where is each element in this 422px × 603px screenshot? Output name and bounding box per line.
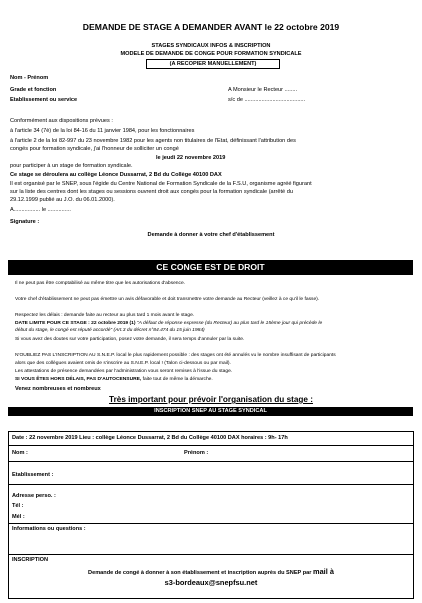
inscription-heading: INSCRIPTION <box>12 557 49 563</box>
subtitle-modele: MODELE DE DEMANDE DE CONGE POUR FORMATION SYNDICALE <box>120 51 302 57</box>
grade-label: Grade et fonction <box>10 87 57 93</box>
body-line-2: à l'article 34 (7è) de la loi 84-16 du 11 janvier 1984, pour les fonctionnaires <box>10 128 195 134</box>
signature-label: Signature : <box>10 219 40 225</box>
recopier-note-box <box>146 59 280 69</box>
adresse-field-label: Adresse perso. : <box>12 493 56 499</box>
nom-field-label: Nom : <box>12 450 28 456</box>
date-limite-label: DATE LIMITE POUR CE STAGE : 22 octobre 2019 (1) <box>15 321 136 326</box>
infos-field-label: Informations ou questions : <box>12 526 86 532</box>
subtitle-stages: STAGES SYNDICAUX INFOS & INSCRIPTION <box>151 43 271 49</box>
venez-nombreux: Venez nombreuses et nombreux <box>15 386 101 392</box>
hors-delais-text: faite tout de même la démarche. <box>141 377 213 382</box>
body-line-lieu: Ce stage se déroulera au collège Léonce Dussarrat, 2 Bd du Collège 40100 DAX <box>10 172 222 178</box>
body-line-10: 29.12.1999 publié au J.O. du 06.01.2000). <box>10 197 115 203</box>
form-divider <box>9 484 413 485</box>
inscription-instruction <box>9 567 413 576</box>
body-line-1: Conformément aux dispositions prévues : <box>10 118 113 124</box>
droit-p4 <box>15 321 322 326</box>
decret-quote-1: "A défaut de réponse expresse (du Recteur) au plus tard le 15ème jour qui précède le <box>136 321 323 326</box>
chef-etablissement-note: Demande à donner à votre chef d'établissement <box>147 232 275 238</box>
body-line-3: à l'article 2 de la loi 82-997 du 23 novembre 1982 pour les agents non titulaires de l'Etat, définissant l'attribution des <box>10 138 296 144</box>
body-line-6: pour participer à un stage de formation syndicale. <box>10 163 133 169</box>
inscription-instruction-text: Demande de congé à donner à son établissement et inscription auprès du SNEP par <box>88 570 313 576</box>
droit-banner: CE CONGE EST DE DROIT <box>8 260 413 275</box>
form-divider <box>9 461 413 462</box>
droit-p5: Si vous avez des doutes sur votre participation, posez votre demande, il sera temps d'annuler par la suite. <box>15 337 245 342</box>
droit-p2: Votre chef d'établissement ne peut pas émettre un avis défavorable et doit transmettre votre demande au Recteur (veillez à ce qu'il le fasse). <box>15 297 320 302</box>
inscription-form <box>8 431 414 599</box>
mail-a-text: mail à <box>313 567 334 576</box>
recipient-recteur: A Monsieur le Recteur ........ <box>228 87 298 93</box>
droit-p8: Les attestations de présence demandées par l'administration vous seront remises à l'issue du stage. <box>15 369 233 374</box>
prenom-field-label: Prénom : <box>184 450 209 456</box>
recopier-note: (A RECOPIER MANUELLEMENT) <box>169 61 257 67</box>
inscription-banner: INSCRIPTION SNEP AU STAGE SYNDICAL <box>8 407 413 416</box>
hors-delais-label: SI VOUS ÊTES HORS DÉLAIS, PAS D'AUTOCENSURE, <box>15 377 142 382</box>
contact-email: s3-bordeaux@snepfsu.net <box>164 578 258 587</box>
form-divider <box>9 445 413 446</box>
droit-p1: Il ne peut pas être comptabilisé au même titre que les autorisations d'absence. <box>15 281 186 286</box>
stage-date-lieu: Date : 22 novembre 2019 Lieu : collège Léonce Dussarrat, 2 Bd du Collège 40100 DAX horaires : 9h- 17h <box>12 435 288 441</box>
droit-p9 <box>15 377 213 382</box>
form-divider <box>9 523 413 524</box>
name-label: Nom - Prénom <box>10 75 49 81</box>
etablissement-label: Etablissement ou service <box>10 97 78 103</box>
place-date-line: A................. le ............... <box>10 207 71 213</box>
important-heading: Très important pour prévoir l'organisation du stage : <box>109 395 313 404</box>
body-line-date: le jeudi 22 novembre 2019 <box>156 155 226 161</box>
body-line-4: congés pour formation syndicale, j'ai l'honneur de solliciter un congé <box>10 146 179 152</box>
mel-field-label: Mél : <box>12 514 25 520</box>
tel-field-label: Tél : <box>12 503 24 509</box>
recipient-sc: s/c de ....................................... <box>228 97 306 103</box>
decret-quote-2: début du stage, le congé est réputé accordé" (Art.3 du décret n°84.474 du 15 juin 1984) <box>15 328 205 333</box>
body-line-8: Il est organisé par le SNEP, sous l'égide du Centre National de Formation Syndicale de la F.S.U, organisme agréé figurant <box>10 181 312 187</box>
droit-p7: alors que des collègues avaient omis de s'inscrire au S.N.E.P. local ! (Talon ci-dessous ou par mail). <box>15 361 231 366</box>
body-line-9: sur la liste des centres dont les stages ou sessions ouvrent droit aux congés pour la formation syndicale (arrêté du <box>10 189 293 195</box>
etablissement-field-label: Etablissement : <box>12 472 54 478</box>
form-divider <box>9 554 413 555</box>
droit-p3: Respectez les délais : demande faite au recteur au plus tard 1 mois avant le stage. <box>15 313 195 318</box>
droit-p6: N'OUBLIEZ PAS L'INSCRIPTION AU S.N.E.P. local le plus rapidement possible : des stages ont été annulés vu le nombre insuffisant de participants <box>15 353 336 358</box>
page-title: DEMANDE DE STAGE A DEMANDER AVANT le 22 octobre 2019 <box>82 22 340 32</box>
